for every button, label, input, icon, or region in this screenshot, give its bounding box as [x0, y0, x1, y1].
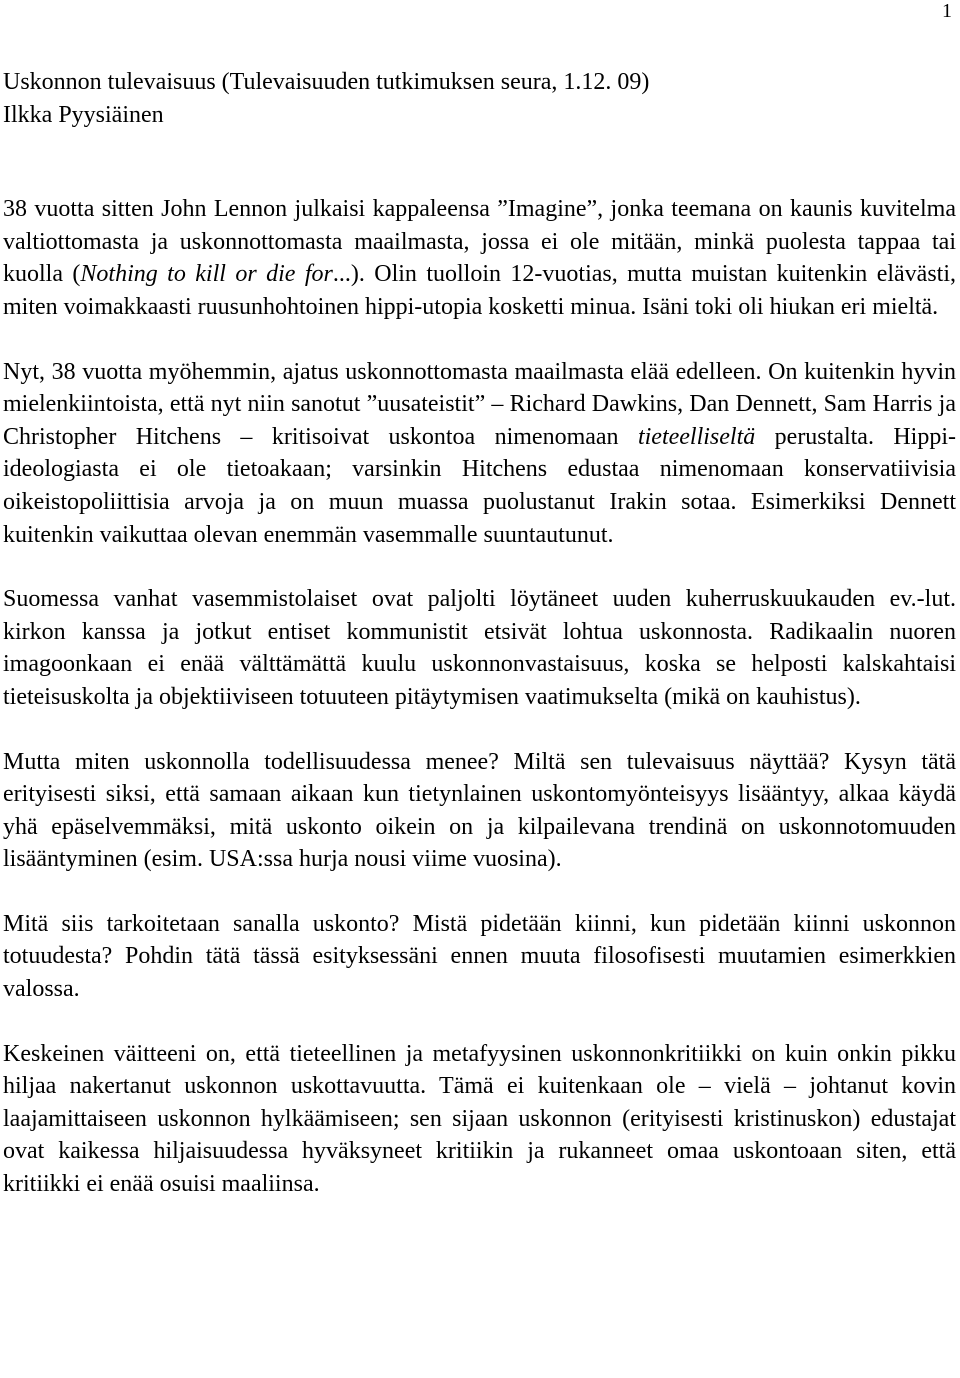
song-lyric-quote: Nothing to kill or die for: [80, 261, 333, 288]
paragraph-6-text: Keskeinen väitteeni on, että tieteellinen ja metafyysinen uskonnonkritiikki on kuin onkin pikku hiljaa nakertanut uskonnon uskottavuutta. Tämä ei kuitenkaan ole – vielä – johtanut kovin laajamittaiseen uskonnon hylkäämiseen; sen sijaan uskonnon (erityisesti kristinuskon) edustajat ovat kaikessa hiljaisuudessa hyväksyneet kritiikin ja rukanneet omaa uskontoaan siten, että kritiikki ei enää osuisi maaliinsa.: [3, 1040, 956, 1198]
paragraph-3-text: Suomessa vanhat vasemmistolaiset ovat paljolti löytäneet uuden kuherruskuukauden ev.-lut. kirkon kanssa ja jotkut entiset kommunistit etsivät lohtua uskonnosta. Radikaalin nuoren imagoonkaan ei enää välttämättä kuulu uskonnonvastaisuus, koska se helposti kalskahtaisi tieteisuskolta ja objektiiviseen totuuteen pitäytymisen vaatimukselta (mikä on kauhistus).: [3, 586, 956, 710]
document-title: Uskonnon tulevaisuus (Tulevaisuuden tutkimuksen seura, 1.12. 09): [3, 69, 650, 95]
emphasis-scientific: tieteelliseltä: [637, 423, 756, 450]
document-body: [3, 66, 956, 1201]
page-number: 1: [942, 0, 952, 22]
paragraph-4-text: Mutta miten uskonnolla todellisuudessa menee? Miltä sen tulevaisuus näyttää? Kysyn tätä erityisesti siksi, että samaan aikaan kun tietynlainen uskontomyönteisyys lisääntyy, alkaa käydä yhä epäselvemmäksi, mitä uskonto oikein on ja kilpailevana trendinä on uskonnotomuuden lisääntyminen (esim. USA:ssa hurja nousi viime vuosina).: [3, 748, 956, 873]
paragraph-1-text-end: ...). Olin tuolloin 12-vuotias, mutta muistan kuitenkin elävästi, miten voimakkaasti ruusunhohtoinen hippi-utopia kosketti minua. Isäni toki oli hiukan eri mieltä.: [3, 261, 957, 320]
title-block: [3, 66, 956, 131]
paragraph-2-text: Nyt, 38 vuotta myöhemmin, ajatus uskonnottomasta maailmasta elää edelleen. On kuitenkin hyvin mielenkiintoista, että nyt niin sanotut ”uusateistit” – Richard Dawkins, Dan Dennett, Sam Harris ja Christopher Hitchens – kritisoivat uskontoa nimenomaan: [3, 358, 956, 450]
author-name: Ilkka Pyysiäinen: [3, 101, 164, 128]
paragraph-6: [3, 1038, 956, 1201]
paragraph-2: [3, 356, 956, 552]
paragraph-5-text: Mitä siis tarkoitetaan sanalla uskonto? Mistä pidetään kiinni, kun pidetään kiinni uskonnon totuudesta? Pohdin tätä tässä esityksessäni ennen muuta filosofisesti muutamien esimerkkien valossa.: [3, 910, 956, 1003]
paragraph-1-text: 38 vuotta sitten John Lennon julkaisi kappaleensa ”Imagine”, jonka teemana on kaunis kuvitelma valtiottomasta ja uskonnottomasta maailmasta, jossa ei ole mitään, minkä puolesta tappaa tai kuolla (: [3, 196, 956, 288]
paragraph-5: [3, 908, 956, 1006]
paragraph-4: [3, 746, 956, 876]
paragraph-3: [3, 583, 956, 713]
paragraph-1: [3, 193, 956, 323]
paragraph-2-text-end: perustalta. Hippi-ideologiasta ei ole tietoakaan; varsinkin Hitchens edustaa nimenomaan konservatiivisia oikeistopoliittisia arvoja ja on muun muassa puolustanut Irakin sotaa. Esimerkiksi Dennett kuitenkin vaikuttaa olevan enemmän vasemmalle suuntautunut.: [3, 423, 957, 548]
